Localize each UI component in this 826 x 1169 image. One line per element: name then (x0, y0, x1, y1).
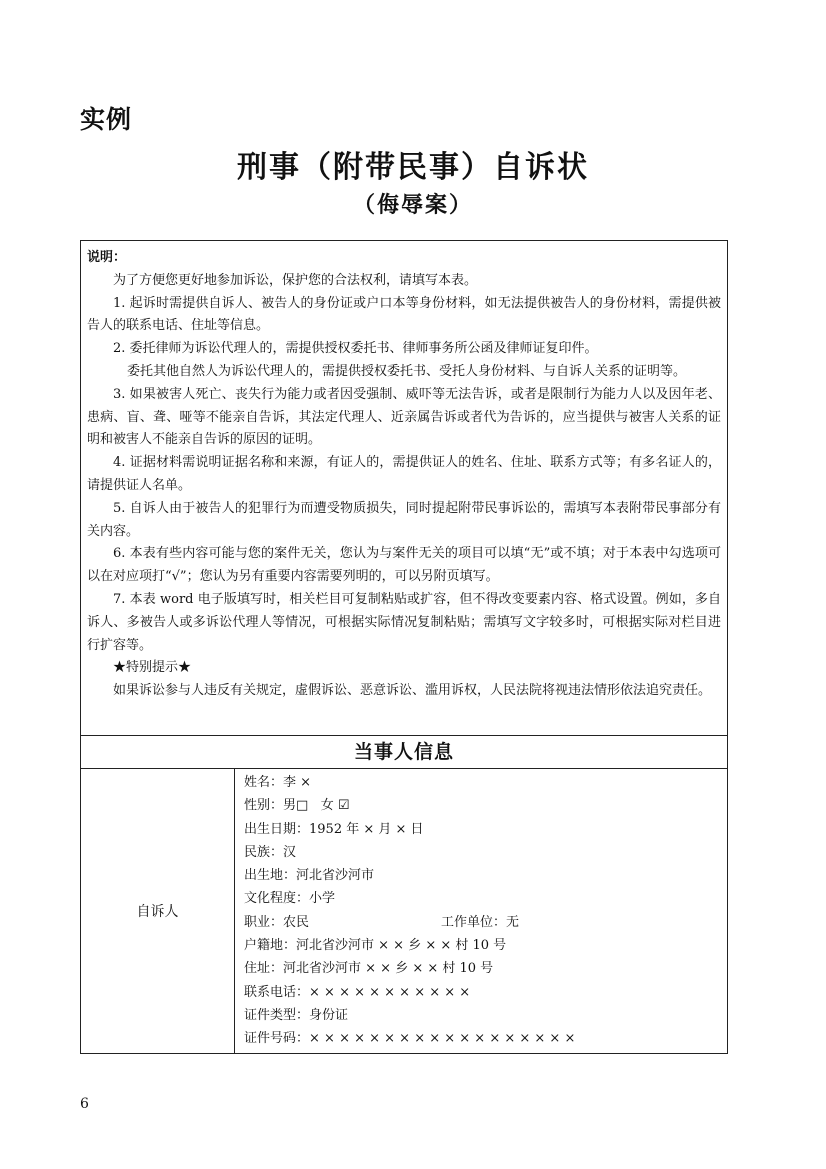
field-occupation-value: 农民 (283, 914, 310, 930)
field-household (244, 934, 727, 957)
field-occupation-label: 职业： (244, 914, 284, 930)
instructions-heading: 说明： (87, 250, 127, 265)
instruction-item-5: 5. 自诉人由于被告人的犯罪行为而遭受物质损失，同时提起附带民事诉讼的，需填写本表附带民事部分有关内容。 (87, 500, 721, 539)
field-address-label: 住址： (244, 961, 284, 977)
field-id-number-label: 证件号码： (244, 1031, 310, 1047)
field-birthplace-label: 出生地： (244, 868, 297, 884)
field-name-value: 李 × (283, 775, 312, 790)
field-education (244, 887, 727, 910)
field-name-label: 姓名： (244, 775, 284, 790)
gender-female-label: 女 (320, 798, 334, 814)
field-birthplace (244, 864, 727, 887)
field-id-number (244, 1027, 727, 1050)
party-info-heading: 当事人信息 (80, 735, 728, 769)
field-id-type-value: 身份证 (309, 1007, 349, 1023)
instructions-box (80, 240, 728, 736)
field-name (244, 771, 727, 794)
field-phone (244, 981, 727, 1004)
instruction-item-6: 6. 本表有些内容可能与您的案件无关，您认为与案件无关的项目可以填“无”或不填；对于本表中勾选项可以在对应项打“√”；您认为另有重要内容需要列明的，可以另附页填写。 (87, 546, 721, 585)
field-phone-label: 联系电话： (244, 984, 310, 1000)
plaintiff-table (80, 768, 728, 1054)
special-notice-heading: ★特别提示★ (113, 660, 192, 676)
field-id-type (244, 1004, 727, 1027)
field-ethnicity (244, 841, 727, 864)
document-subtitle: （侮辱案） (352, 192, 473, 218)
special-notice-text: 如果诉讼参与人违反有关规定，虚假诉讼、恶意诉讼、滥用诉权，人民法院将视违法情形依法追究责任。 (113, 683, 712, 699)
field-phone-value: × × × × × × × × × × × (309, 984, 471, 1000)
field-ethnicity-label: 民族： (244, 844, 284, 860)
field-dob-label: 出生日期： (244, 821, 310, 837)
field-address-value: 河北省沙河市 × × 乡 × × 村 10 号 (283, 961, 494, 977)
instruction-item-4: 4. 证据材料需说明证据名称和来源，有证人的，需提供证人的姓名、住址、联系方式等；有多名证人的，请提供证人名单。 (87, 455, 721, 493)
document-title: 刑事（附带民事）自诉状 (237, 150, 589, 185)
instruction-item-2: 2. 委托律师为诉讼代理人的，需提供授权委托书、律师事务所公函及律师证复印件。 (113, 341, 598, 357)
page-number: 6 (80, 1096, 89, 1112)
field-employer-label: 工作单位： (441, 914, 507, 930)
field-dob (244, 818, 727, 841)
field-address (244, 957, 727, 980)
plaintiff-role-label: 自诉人 (81, 769, 235, 1053)
section-label: 实例 (80, 105, 133, 134)
field-gender-label: 性别： (244, 798, 284, 814)
instruction-item-1: 1. 起诉时需提供自诉人、被告人的身份证或户口本等身份材料，如无法提供被告人的身份材料，需提供被告人的联系电话、住址等信息。 (87, 295, 721, 334)
instruction-item-7: 7. 本表 word 电子版填写时，相关栏目可复制粘贴或扩容，但不得改变要素内容、格式设置。例如，多自诉人、多被告人或多诉讼代理人等情况，可根据实际情况复制粘贴；需填写文字较多时，可根据实际对栏目进行扩容等。 (87, 591, 721, 653)
field-ethnicity-value: 汉 (283, 844, 297, 860)
field-household-label: 户籍地： (244, 938, 297, 954)
field-employer-value: 无 (506, 914, 520, 930)
field-gender (244, 794, 727, 817)
field-id-type-label: 证件类型： (244, 1007, 310, 1023)
plaintiff-fields (235, 769, 727, 1053)
field-education-label: 文化程度： (244, 891, 310, 907)
field-education-value: 小学 (309, 891, 336, 907)
field-occupation (244, 911, 727, 934)
instruction-item-3: 3. 如果被害人死亡、丧失行为能力或者因受强制、威吓等无法告诉，或者是限制行为能力人以及因年老、患病、盲、聋、哑等不能亲自告诉，其法定代理人、近亲属告诉或者代为告诉的，应当提供与被害人关系的证明和被害人不能亲自告诉的原因的证明。 (87, 386, 721, 448)
gender-female-checkbox: ☑ (337, 798, 350, 814)
field-household-value: 河北省沙河市 × × 乡 × × 村 10 号 (296, 938, 507, 954)
instructions-intro: 为了方便您更好地参加诉讼，保护您的合法权利，请填写本表。 (113, 272, 478, 288)
field-dob-value: 1952 年 × 月 × 日 (309, 821, 424, 837)
field-birthplace-value: 河北省沙河市 (296, 868, 375, 884)
instruction-item-2b: 委托其他自然人为诉讼代理人的，需提供授权委托书、受托人身份材料、与自诉人关系的证明等。 (127, 363, 687, 379)
gender-male-checkbox: □ (296, 798, 309, 814)
field-id-number-value: × × × × × × × × × × × × × × × × × × (309, 1031, 576, 1047)
gender-male-label: 男 (283, 798, 297, 814)
